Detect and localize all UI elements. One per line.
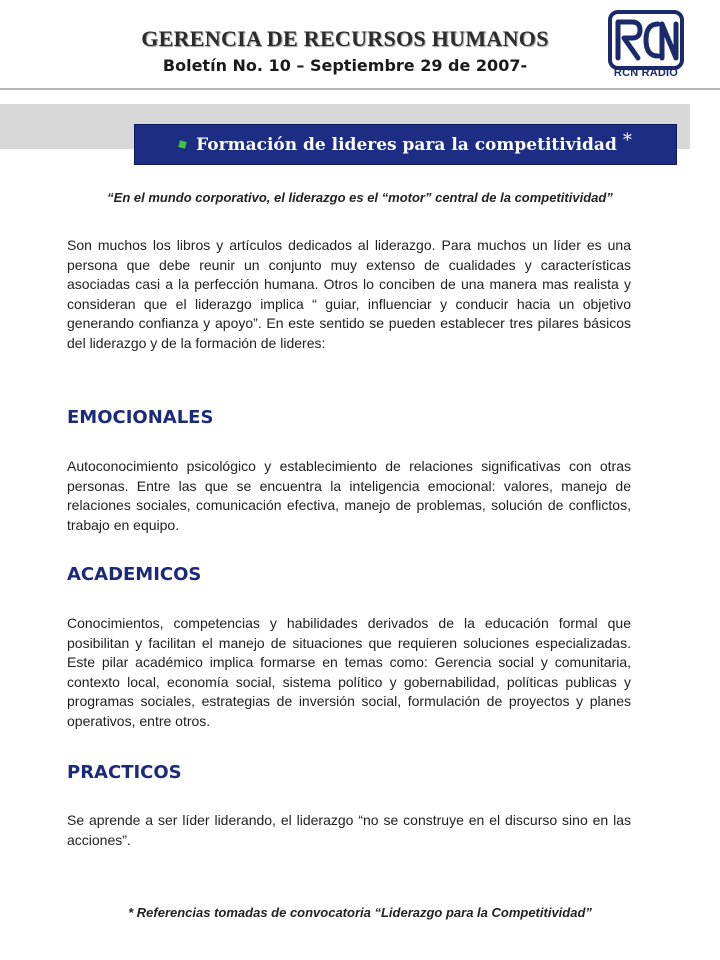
heading-practicos: PRACTICOS — [67, 762, 182, 783]
heading-academicos: ACADEMICOS — [67, 564, 202, 585]
green-bullet-icon — [178, 140, 187, 149]
text-practicos: Se aprende a ser líder liderando, el liderazgo “no se construye en el discurso sino en las acciones”. — [67, 812, 631, 848]
section-banner — [134, 124, 677, 165]
banner-title: Formación de lideres para la competitividad — [196, 134, 617, 155]
intro-quote: “En el mundo corporativo, el liderazgo es el “motor” central de la competitividad” — [107, 190, 613, 205]
header-divider — [0, 88, 720, 90]
bulletin-title: GERENCIA DE RECURSOS HUMANOS — [141, 26, 549, 51]
text-academicos: Conocimientos, competencias y habilidades derivados de la educación formal que posibilitan y facilitan el manejo de situaciones que requieren soluciones especializadas. Este pilar académico implica formarse en temas como: Gerencia social y comunitaria, contexto local, economía social, sistema político y gobernabilidad, políticas publicas y programas sociales, estrategias de inversión social, formulación de proyectos y planes operativos, entre otros. — [67, 615, 631, 729]
banner-asterisk: * — [622, 130, 632, 151]
text-emocionales: Autoconocimiento psicológico y establecimiento de relaciones significativas con otras personas. Entre las que se encuentra la inteligencia emocional: valores, manejo de relaciones sociales, comunicación efectiva, manejo de problemas, solución de conflictos, trabajo en equipo. — [67, 458, 631, 533]
footer-reference: * Referencias tomadas de convocatoria “Liderazgo para la Competitividad” — [128, 905, 592, 920]
bulletin-subtitle: Boletín No. 10 – Septiembre 29 de 2007- — [162, 56, 528, 75]
heading-emocionales: EMOCIONALES — [67, 407, 214, 428]
logo-label: RCN RADIO — [613, 67, 679, 79]
intro-paragraph: Son muchos los libros y artículos dedicados al liderazgo. Para muchos un líder es una persona que debe reunir un conjunto muy extenso de cualidades y características asociadas casi a la perfección humana. Otros lo conciben de una manera mas realista y consideran que el liderazgo implica “ guiar, influenciar y conducir hacia un objetivo generando confianza y apoyo”. En este sentido se pueden establecer tres pilares básicos del liderazgo y de la formación de lideres: — [67, 237, 631, 351]
